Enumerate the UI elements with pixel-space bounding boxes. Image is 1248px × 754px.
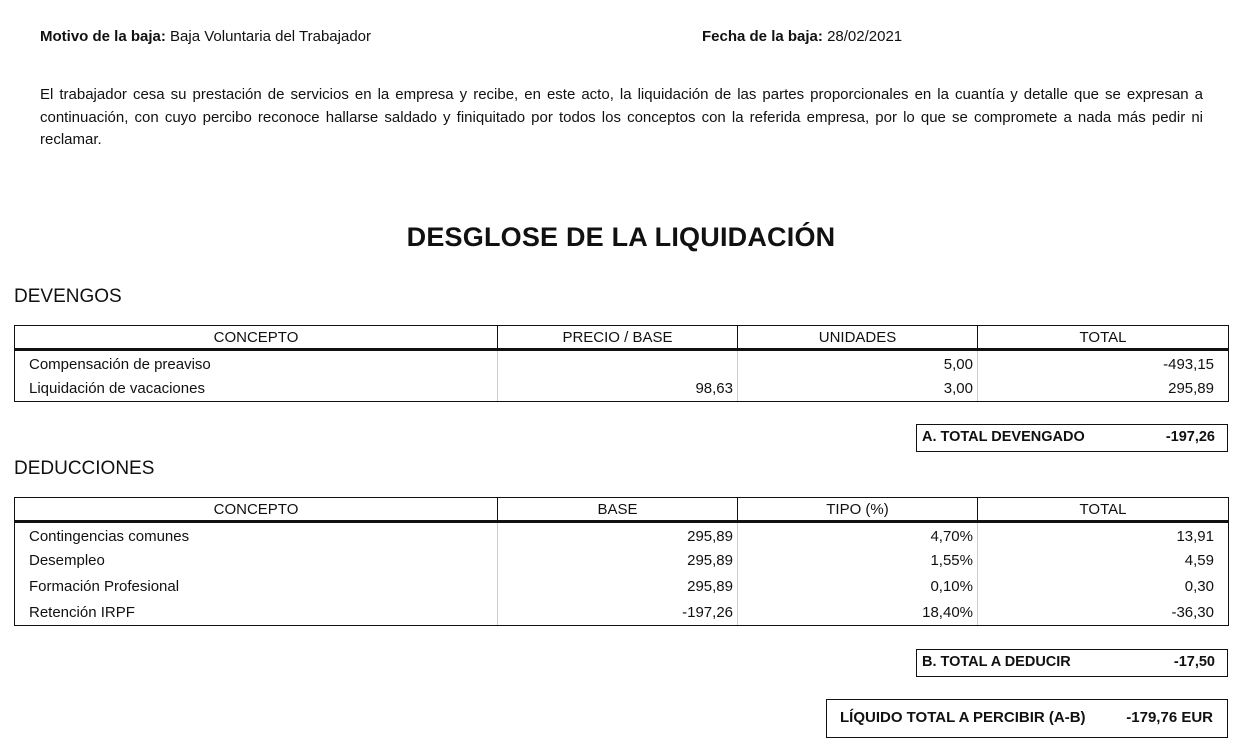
table-row bbox=[15, 574, 1229, 600]
total-devengado-label: A. TOTAL DEVENGADO bbox=[922, 429, 1085, 445]
unidades-cell: 3,00 bbox=[738, 376, 978, 402]
devengos-table bbox=[14, 325, 1229, 402]
base-cell: -197,26 bbox=[498, 600, 738, 626]
total-cell: 13,91 bbox=[978, 522, 1229, 548]
table-row bbox=[15, 522, 1229, 548]
table-row bbox=[15, 350, 1229, 376]
total-deducir-value: -17,50 bbox=[1173, 654, 1215, 670]
total-cell: 295,89 bbox=[978, 376, 1229, 402]
intro-paragraph: El trabajador cesa su prestación de servicios en la empresa y recibe, en este acto, la liquidación de las partes proporcionales en la cuantía y detalle que se expresan a continuación, con cuyo percibo reconoce hallarse saldado y finiquitado por todos los conceptos con la referida empresa, por lo que se compromete a nada más pedir ni reclamar. bbox=[40, 86, 1203, 148]
fecha-value: 28/02/2021 bbox=[827, 28, 903, 45]
concepto-cell: Desempleo bbox=[15, 548, 498, 574]
precio-cell bbox=[498, 350, 738, 376]
concepto-cell: Contingencias comunes bbox=[15, 522, 498, 548]
column-header: BASE bbox=[498, 498, 738, 522]
tipo-cell: 1,55% bbox=[738, 548, 978, 574]
total-cell: 0,30 bbox=[978, 574, 1229, 600]
base-cell: 295,89 bbox=[498, 574, 738, 600]
total-deducir-box bbox=[916, 649, 1228, 677]
table-row bbox=[15, 376, 1229, 402]
deducciones-header-row bbox=[15, 498, 1229, 522]
devengos-section-label: DEVENGOS bbox=[14, 286, 122, 307]
total-cell: 4,59 bbox=[978, 548, 1229, 574]
column-header: CONCEPTO bbox=[15, 326, 498, 350]
table-row bbox=[15, 600, 1229, 626]
devengos-header-row bbox=[15, 326, 1229, 350]
fecha-label: Fecha de la baja: bbox=[702, 28, 823, 45]
column-header: PRECIO / BASE bbox=[498, 326, 738, 350]
motivo-value: Baja Voluntaria del Trabajador bbox=[170, 28, 372, 45]
precio-cell: 98,63 bbox=[498, 376, 738, 402]
concepto-cell: Formación Profesional bbox=[15, 574, 498, 600]
page-title: DESGLOSE DE LA LIQUIDACIÓN bbox=[406, 222, 836, 252]
base-cell: 295,89 bbox=[498, 548, 738, 574]
concepto-cell: Liquidación de vacaciones bbox=[15, 376, 498, 402]
tipo-cell: 0,10% bbox=[738, 574, 978, 600]
motivo-baja bbox=[40, 28, 371, 45]
liquido-total-label: LÍQUIDO TOTAL A PERCIBIR (A-B) bbox=[840, 709, 1086, 726]
total-devengado-box bbox=[916, 424, 1228, 452]
concepto-cell: Compensación de preaviso bbox=[15, 350, 498, 376]
unidades-cell: 5,00 bbox=[738, 350, 978, 376]
column-header: TOTAL bbox=[978, 326, 1229, 350]
total-cell: -36,30 bbox=[978, 600, 1229, 626]
column-header: TOTAL bbox=[978, 498, 1229, 522]
table-row bbox=[15, 548, 1229, 574]
deducciones-table bbox=[14, 497, 1229, 626]
column-header: TIPO (%) bbox=[738, 498, 978, 522]
deducciones-section-label: DEDUCCIONES bbox=[14, 458, 155, 479]
total-deducir-label: B. TOTAL A DEDUCIR bbox=[922, 654, 1071, 670]
motivo-label: Motivo de la baja: bbox=[40, 28, 166, 45]
base-cell: 295,89 bbox=[498, 522, 738, 548]
fecha-baja bbox=[702, 28, 902, 45]
total-cell: -493,15 bbox=[978, 350, 1229, 376]
header-row bbox=[40, 28, 1210, 50]
column-header: UNIDADES bbox=[738, 326, 978, 350]
tipo-cell: 4,70% bbox=[738, 522, 978, 548]
liquido-total-box bbox=[826, 699, 1228, 738]
total-devengado-value: -197,26 bbox=[1165, 429, 1215, 445]
tipo-cell: 18,40% bbox=[738, 600, 978, 626]
concepto-cell: Retención IRPF bbox=[15, 600, 498, 626]
liquido-total-value: -179,76 EUR bbox=[1126, 709, 1213, 726]
column-header: CONCEPTO bbox=[15, 498, 498, 522]
